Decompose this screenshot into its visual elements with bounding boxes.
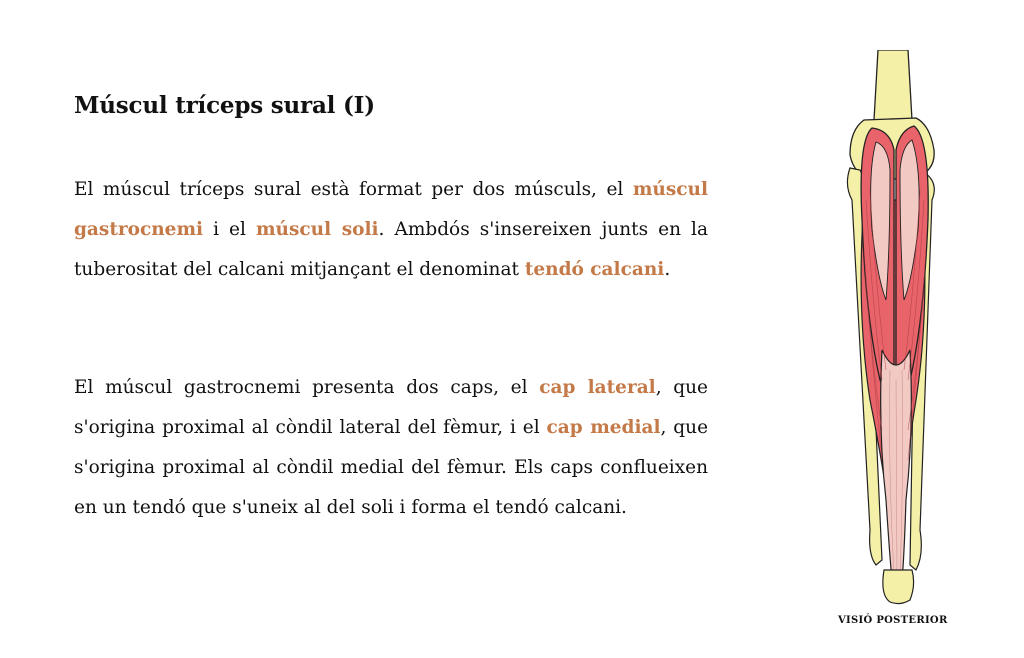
term-lateral-head[interactable]: cap lateral <box>539 377 656 398</box>
paragraph-1 <box>74 170 708 290</box>
calcaneus-bone <box>883 570 914 604</box>
figure-caption: VISIÓ POSTERIOR <box>838 615 948 626</box>
triceps-surae-illustration <box>820 50 960 610</box>
term-calcaneal-tendon[interactable]: tendó calcani <box>524 259 665 280</box>
term-medial-head[interactable]: cap medial <box>546 417 661 438</box>
term-soleus-muscle[interactable]: múscul soli <box>255 219 379 240</box>
text-span: . Ambdós s'insereixen junts en la tuberositat del calcani mitjançant el denominat <box>74 219 708 280</box>
text-span: . <box>664 259 671 280</box>
text-span: , que s'origina proximal al còndil medial del fèmur. Els caps conflueixen en un tendó que s'uneix al del soli i forma el tendó calcani. <box>74 417 709 518</box>
text-span: i el <box>203 219 256 240</box>
paragraph-2 <box>74 368 708 528</box>
text-span: , que s'origina proximal al còndil lateral del fèmur, i el <box>74 377 708 438</box>
page-title: Múscul tríceps sural (I) <box>74 92 375 119</box>
text-span: El múscul tríceps sural està format per dos músculs, el <box>74 179 633 200</box>
femur-bone <box>874 50 912 120</box>
text-span: El múscul gastrocnemi presenta dos caps, el <box>74 377 540 398</box>
term-gastrocnemius-muscle[interactable]: múscul gastrocnemi <box>74 179 708 240</box>
